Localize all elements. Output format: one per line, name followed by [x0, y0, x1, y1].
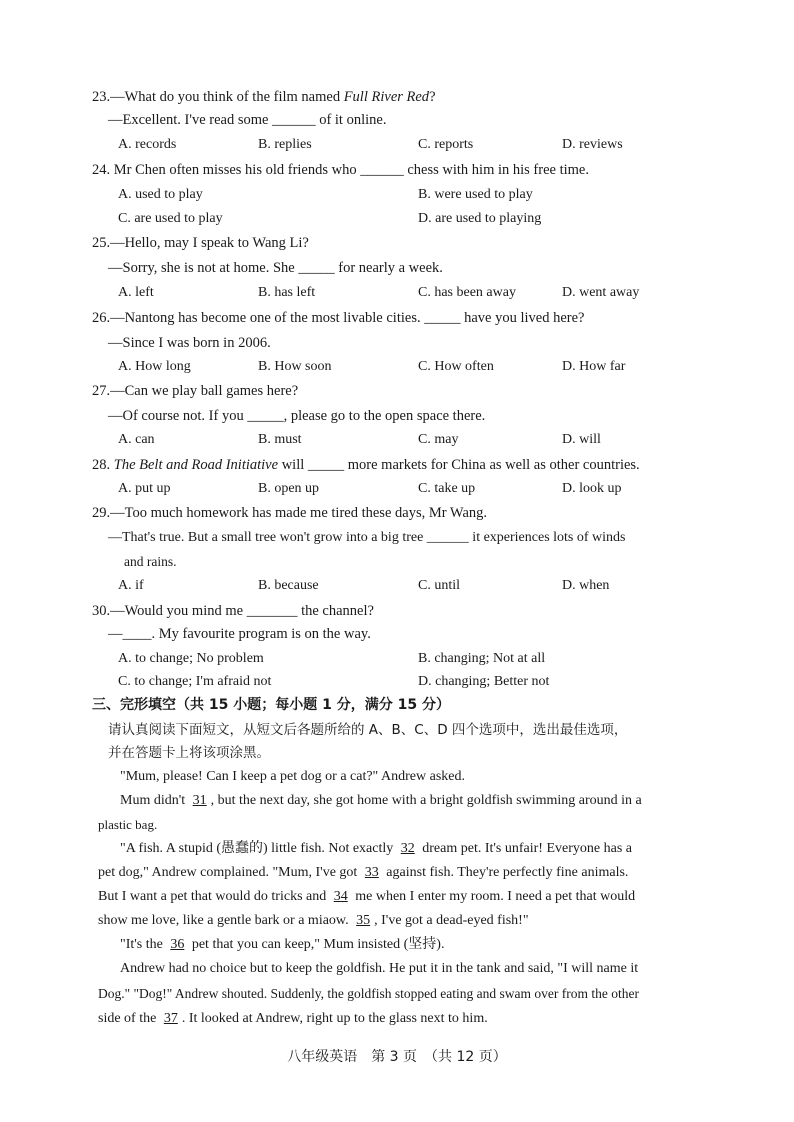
- passage-p2-text: Mum didn't: [120, 793, 189, 808]
- blank-35: 35: [356, 913, 371, 928]
- blank-36: 36: [170, 937, 185, 952]
- passage-p3-line2: [98, 864, 628, 882]
- q23-blank: ______: [272, 112, 316, 128]
- q30-option-c: C. to change; I'm afraid not: [118, 674, 272, 689]
- q28-option-a: A. put up: [118, 481, 171, 496]
- q27-option-d: D. will: [562, 432, 601, 447]
- q29-stem: 29.—Too much homework has made me tired these days, Mr Wang.: [92, 505, 488, 521]
- blank-33: 33: [364, 865, 379, 880]
- passage-p5-text-cont: . It looked at Andrew, right up to the glass next to him.: [181, 1011, 488, 1026]
- q28-number: 28.: [92, 457, 114, 473]
- blank-32: 32: [400, 841, 415, 856]
- q24-stem: 24. Mr Chen often misses his old friends who ______ chess with him in his free time.: [92, 162, 589, 178]
- passage-p4: [120, 936, 444, 954]
- blank-31: 31: [192, 793, 207, 808]
- q23-stem: [92, 88, 436, 106]
- q27-option-c: C. may: [418, 432, 459, 447]
- passage-p3-line1: [120, 840, 632, 858]
- q28-initiative-title: The Belt and Road Initiative: [113, 457, 279, 473]
- q30-option-b: B. changing; Not at all: [418, 651, 546, 666]
- q29-option-d: D. when: [562, 578, 610, 593]
- q27-stem: 27.—Can we play ball games here?: [92, 383, 299, 399]
- passage-p2-text-cont: , but the next day, she got home with a bright goldfish swimming around in a: [210, 793, 642, 808]
- passage-p5-text: side of the: [98, 1011, 160, 1026]
- q26-answer: —Since I was born in 2006.: [108, 335, 271, 351]
- q29-answer-line2: and rains.: [124, 554, 177, 569]
- q23-stem-end: ?: [429, 89, 436, 105]
- q25-option-c: C. has been away: [418, 285, 516, 300]
- q30-stem: 30.—Would you mind me _______ the channel?: [92, 603, 374, 619]
- blank-37: 37: [163, 1011, 178, 1026]
- q23-option-d: D. reviews: [562, 137, 623, 152]
- q25-option-a: A. left: [118, 285, 154, 300]
- q30-option-a: A. to change; No problem: [118, 651, 264, 666]
- passage-p3-text-5: me when I enter my room. I need a pet that would: [351, 889, 636, 904]
- q24-option-a: A. used to play: [118, 187, 203, 202]
- passage-p3-line4: [98, 912, 529, 930]
- q25-stem: 25.—Hello, may I speak to Wang Li?: [92, 235, 309, 251]
- q28-option-c: C. take up: [418, 481, 476, 496]
- passage-p4-text: "It's the: [120, 937, 167, 952]
- q26-option-a: A. How long: [118, 359, 191, 374]
- q27-option-b: B. must: [258, 432, 302, 447]
- q29-option-c: C. until: [418, 578, 461, 593]
- q25-answer: —Sorry, she is not at home. She _____ for nearly a week.: [108, 260, 443, 276]
- q28-stem: [92, 456, 640, 474]
- q24-option-d: D. are used to playing: [418, 211, 542, 226]
- passage-p2-wrap: plastic bag.: [98, 817, 158, 832]
- q26-stem: 26.—Nantong has become one of the most livable cities. _____ have you lived here?: [92, 310, 585, 326]
- passage-p3-text-cont: dream pet. It's unfair! Everyone has a: [418, 841, 632, 856]
- passage-p3-line3: [98, 888, 635, 906]
- passage-p5-line3: [98, 1010, 488, 1028]
- passage-p3-text-6: show me love, like a gentle bark or a miaow.: [98, 913, 353, 928]
- q26-option-b: B. How soon: [258, 359, 332, 374]
- q23-option-a: A. records: [118, 137, 177, 152]
- q23-option-c: C. reports: [418, 137, 474, 152]
- q23-answer-end: of it online.: [315, 112, 387, 128]
- q28-option-b: B. open up: [258, 481, 320, 496]
- q29-option-b: B. because: [258, 578, 319, 593]
- q26-option-d: D. How far: [562, 359, 626, 374]
- q23-option-b: B. replies: [258, 137, 312, 152]
- q27-answer: —Of course not. If you _____, please go to the open space there.: [108, 408, 486, 424]
- passage-p3-text-7: , I've got a dead-eyed fish!": [374, 913, 529, 928]
- q30-option-d: D. changing; Better not: [418, 674, 550, 689]
- q28-stem-text: will _____ more markets for China as well as other countries.: [278, 457, 640, 473]
- q23-answer: [108, 111, 386, 129]
- q23-answer-text: —Excellent. I've read some: [108, 112, 273, 128]
- passage-p5-line2: Dog." "Dog!" Andrew shouted. Suddenly, the goldfish stopped eating and swam over from the other: [98, 986, 639, 1001]
- q23-stem-text: 23.—What do you think of the film named: [92, 89, 344, 105]
- q28-option-d: D. look up: [562, 481, 622, 496]
- section3-instruction-1: 请认真阅读下面短文，从短文后各题所给的 A、B、C、D 四个选项中，选出最佳选项，: [108, 722, 628, 738]
- passage-p3-text-3: against fish. They're perfectly fine animals.: [382, 865, 629, 880]
- q23-film-title: Full River Red: [343, 89, 430, 105]
- passage-p2: [120, 792, 642, 810]
- passage-p5-line1: Andrew had no choice but to keep the goldfish. He put it in the tank and said, "I will name it: [120, 961, 639, 976]
- q27-option-a: A. can: [118, 432, 155, 447]
- q30-answer: —____. My favourite program is on the way.: [108, 626, 371, 642]
- passage-p3-text-2: pet dog," Andrew complained. "Mum, I've got: [98, 865, 361, 880]
- q24-option-b: B. were used to play: [418, 187, 533, 202]
- blank-34: 34: [333, 889, 348, 904]
- q25-option-d: D. went away: [562, 285, 640, 300]
- section3-instruction-2: 并在答题卡上将该项涂黑。: [108, 745, 270, 761]
- passage-p1: "Mum, please! Can I keep a pet dog or a cat?" Andrew asked.: [120, 769, 465, 784]
- q29-option-a: A. if: [118, 578, 144, 593]
- page-footer: 八年级英语 第 3 页 （共 12 页）: [287, 1049, 507, 1065]
- section3-title: 三、完形填空（共 15 小题；每小题 1 分，满分 15 分）: [92, 697, 450, 713]
- passage-p3-text: "A fish. A stupid (愚蠢的) little fish. Not exactly: [120, 841, 397, 856]
- q24-option-c: C. are used to play: [118, 211, 223, 226]
- q25-option-b: B. has left: [258, 285, 316, 300]
- passage-p4-text-cont: pet that you can keep," Mum insisted (坚持).: [188, 937, 445, 952]
- q29-answer-line1: —That's true. But a small tree won't grow into a big tree ______ it experiences lots of winds: [108, 530, 626, 545]
- passage-p3-text-4: But I want a pet that would do tricks and: [98, 889, 330, 904]
- q26-option-c: C. How often: [418, 359, 494, 374]
